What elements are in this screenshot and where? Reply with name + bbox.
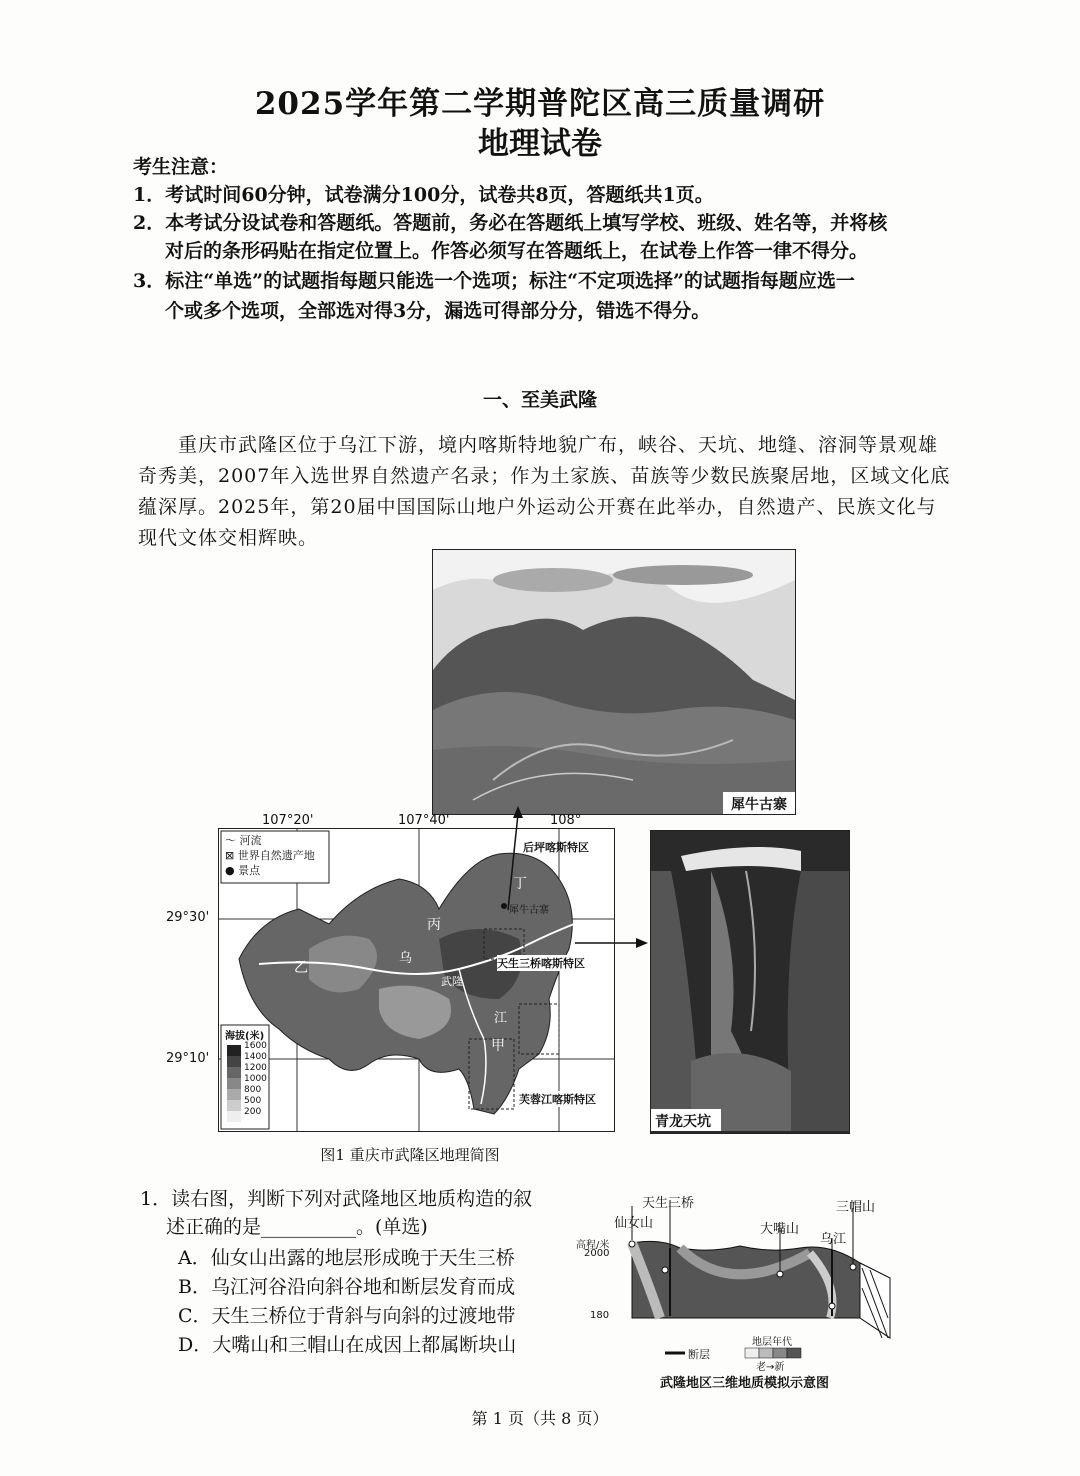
lat-label-1: 29°30' (166, 910, 210, 925)
photo-xiniu (432, 549, 796, 815)
geo-oldnew: 老→新 (756, 1362, 785, 1373)
q1-option-d: D．大嘴山和三帽山在成因上都属断块山 (178, 1334, 517, 1356)
figure1-caption: 图1 重庆市武隆区地理简图 (320, 1146, 500, 1164)
page-number: 第 1 页（共 8 页） (471, 1409, 609, 1428)
geo-sanmao: 三帽山 (836, 1200, 876, 1215)
intro-line-4: 现代文体交相辉映。 (138, 527, 319, 549)
geology-diagram (570, 1188, 910, 1373)
lon-label-3: 108° (550, 813, 582, 828)
geo-strata: 地层年代 (752, 1337, 792, 1348)
q1-stem-1: 1．读右图，判断下列对武隆地区地质构造的叙 (140, 1188, 533, 1210)
notice-item-2-cont: 对后的条形码贴在指定位置上。作答必须写在答题纸上，在试卷上作答一律不得分。 (165, 240, 869, 262)
geo-tiansheng: 天生三桥 (642, 1196, 695, 1211)
notice-item-3-cont: 个或多个选项，全部选对得3分，漏选可得部分分，错选不得分。 (165, 300, 711, 322)
place-furong: 芙蓉江喀斯特区 (519, 1093, 596, 1106)
legend-spot: ● 景点 (225, 864, 261, 877)
place-wulong: 武隆 (441, 975, 463, 988)
photo-qinglong-label: 青龙天坑 (655, 1114, 711, 1130)
lat-label-2: 29°10' (166, 1051, 210, 1066)
notice-item-2: 2．本考试分设试卷和答题纸。答题前，务必在答题纸上填写学校、班级、姓名等，并将核 (133, 212, 888, 234)
q1-stem-2: 述正确的是__________。(单选) (166, 1216, 428, 1238)
place-xiniu: 犀牛古寨 (509, 905, 549, 916)
label-bing: 丙 (427, 917, 441, 933)
legend-river: 〜 河流 (225, 834, 262, 847)
geo-180: 180 (590, 1310, 610, 1321)
intro-line-1: 重庆市武隆区位于乌江下游，境内喀斯特地貌广布，峡谷、天坑、地缝、溶洞等景观雄 (178, 434, 939, 456)
notice-heading: 考生注意： (133, 156, 229, 178)
label-yi: 乙 (294, 960, 308, 976)
elev-title: 海拔(米) (225, 1031, 265, 1042)
photo-xiniu-label: 犀牛古寨 (731, 797, 787, 813)
geo-dazui: 大嘴山 (760, 1222, 800, 1237)
photo-qinglong (650, 830, 850, 1134)
q1-option-c: C．天生三桥位于背斜与向斜的过渡地带 (178, 1305, 516, 1327)
notice-item-3: 3．标注“单选”的试题指每题只能选一个选项；标注“不定项选择”的试题指每题应选一 (133, 270, 855, 292)
subject-title: 地理试卷 (478, 126, 602, 162)
label-jia: 甲 (491, 1038, 505, 1054)
geo-xiannu: 仙女山 (614, 1216, 654, 1231)
legend-heritage: ⊠ 世界自然遗产地 (225, 849, 315, 862)
label-wu: 乌 (399, 951, 413, 966)
q1-option-a: A．仙女山出露的地层形成晚于天生三桥 (178, 1247, 515, 1269)
lon-label-1: 107°20' (262, 813, 314, 828)
figure2-caption: 武隆地区三维地质模拟示意图 (660, 1376, 830, 1391)
geo-2000: 2000 (584, 1248, 610, 1259)
geo-wujiang: 乌江 (820, 1232, 847, 1247)
q1-option-b: B．乌江河谷沿向斜谷地和断层发育而成 (178, 1276, 515, 1298)
notice-item-1: 1．考试时间60分钟，试卷满分100分，试卷共8页，答题纸共1页。 (133, 184, 714, 206)
exam-title: 2025学年第二学期普陀区高三质量调研 (254, 86, 826, 122)
intro-line-2: 奇秀美，2007年入选世界自然遗产名录；作为土家族、苗族等少数民族聚居地，区域文化底 (138, 465, 951, 487)
place-houping: 后坪喀斯特区 (523, 841, 589, 854)
label-jiang: 江 (494, 1011, 508, 1026)
map-arrows (500, 800, 650, 960)
label-ding: 丁 (513, 876, 527, 892)
intro-line-3: 蕴深厚。2025年，第20届中国国际山地户外运动公开赛在此举办，自然遗产、民族文化与 (138, 496, 937, 518)
lon-label-2: 107°40' (398, 813, 450, 828)
elev-values: 1600 1400 1200 1000 800 500 200 (244, 1041, 267, 1117)
place-tiansheng: 天生三桥喀斯特区 (497, 957, 585, 970)
section-title: 一、至美武隆 (482, 389, 597, 411)
geo-fault: 断层 (688, 1348, 710, 1361)
geo-elev: 高程/米 (576, 1240, 610, 1251)
